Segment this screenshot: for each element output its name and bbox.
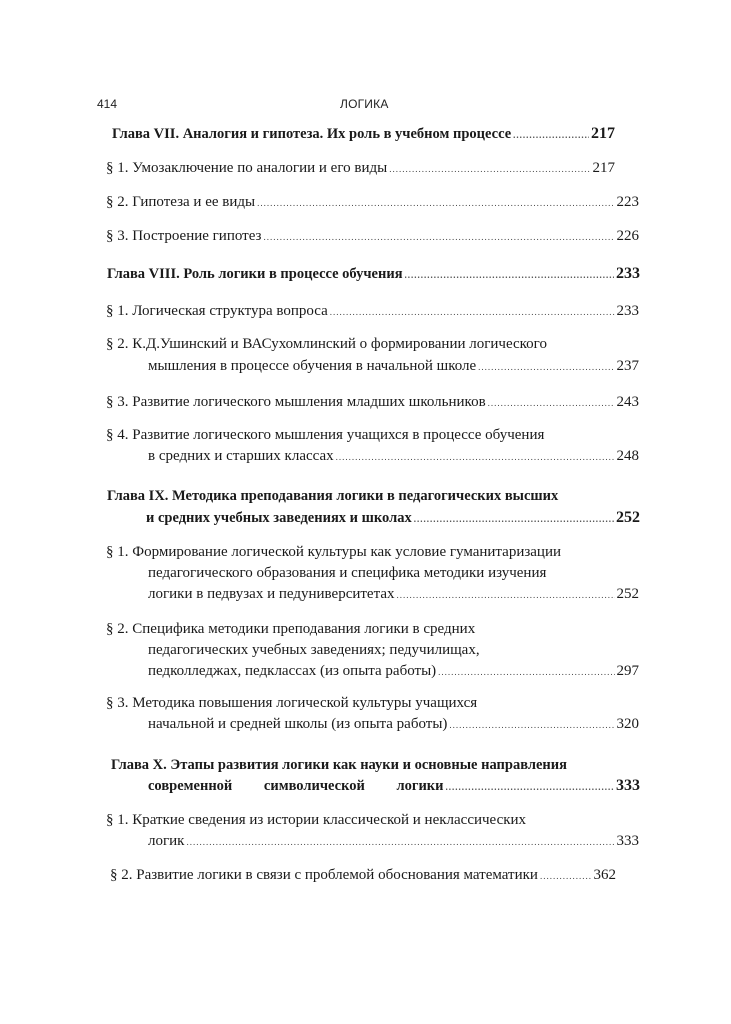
toc-page-number: 362 <box>593 867 616 883</box>
toc-line <box>107 264 640 285</box>
toc-title-continued: логики в педвузах и педуниверситетах <box>148 586 395 602</box>
toc-page-number: 252 <box>616 509 640 526</box>
toc-page-number: 252 <box>616 586 639 602</box>
toc-title-continued: педагогического образования и специфика методики изучения <box>148 565 547 581</box>
toc-page-number: 233 <box>616 265 640 282</box>
toc-title: § 3. Построение гипотез <box>106 228 262 244</box>
toc-title: Глава VII. Аналогия и гипотеза. Их роль в учебном процессе <box>112 126 512 142</box>
toc-line <box>107 486 558 506</box>
toc-line <box>106 158 615 179</box>
dot-leader <box>540 866 592 886</box>
toc-title: Глава X. Этапы развития логики как науки и основные направления <box>111 757 567 773</box>
dot-leader <box>336 447 615 467</box>
dot-leader <box>330 302 615 322</box>
page-number: 414 <box>97 97 118 111</box>
toc-title: § 3. Методика повышения логической культуры учащихся <box>106 695 478 711</box>
toc-page-number: 297 <box>616 663 639 679</box>
toc-title-continued: и средних учебных заведениях и школах <box>146 510 412 526</box>
dot-leader <box>438 662 614 682</box>
toc-title: § 3. Развитие логического мышления младших школьников <box>106 394 486 410</box>
toc-line <box>148 776 640 797</box>
dot-leader <box>264 227 615 247</box>
dot-leader <box>449 715 614 735</box>
dot-leader <box>405 265 614 285</box>
toc-line <box>111 755 567 775</box>
toc-line <box>106 810 526 830</box>
toc-title-continued: педагогических учебных заведениях; педучилищах, <box>148 642 480 658</box>
toc-line <box>148 584 639 605</box>
toc-page-number: 237 <box>616 358 639 374</box>
dot-leader <box>396 585 614 605</box>
toc-title-continued: логик <box>148 833 185 849</box>
toc-line <box>106 693 477 713</box>
toc-page-number: 333 <box>616 833 639 849</box>
toc-title: § 1. Формирование логической культуры как условие гуманитаризации <box>106 544 562 560</box>
toc-title: Глава IX. Методика преподавания логики в педагогических высших <box>107 488 559 504</box>
toc-line <box>148 640 480 660</box>
toc-line <box>148 661 639 682</box>
toc-line <box>148 831 639 852</box>
toc-line <box>112 124 615 145</box>
toc-line <box>148 356 639 377</box>
toc-title-continued: в средних и старших классах <box>148 448 334 464</box>
toc-line <box>106 226 639 247</box>
toc-title: § 2. К.Д.Ушинский и ВАСухомлинский о формировании логического <box>106 336 547 352</box>
dot-leader <box>513 125 589 145</box>
toc-page-number: 226 <box>616 228 639 244</box>
toc-page-number: 243 <box>616 394 639 410</box>
dot-leader <box>478 357 614 377</box>
toc-title-continued: педколледжах, педклассах (из опыта работы) <box>148 663 437 679</box>
toc-title: § 2. Специфика методики преподавания логики в средних <box>106 621 476 637</box>
toc-page-number: 223 <box>616 194 639 210</box>
dot-leader <box>488 393 615 413</box>
toc-line <box>110 865 616 886</box>
toc-line <box>106 301 639 322</box>
toc-title: § 2. Гипотеза и ее виды <box>106 194 256 210</box>
toc-title: § 4. Развитие логического мышления учащихся в процессе обучения <box>106 427 545 443</box>
toc-line <box>148 446 639 467</box>
toc-line <box>148 714 639 735</box>
toc-title-continued: современной символической логики <box>148 778 444 794</box>
toc-line <box>106 334 547 354</box>
toc-line <box>106 619 475 639</box>
toc-line <box>148 563 546 583</box>
toc-title: § 1. Краткие сведения из истории классической и неклассических <box>106 812 527 828</box>
toc-line <box>106 425 544 445</box>
toc-page-number: 217 <box>591 125 615 142</box>
toc-title: § 2. Развитие логики в связи с проблемой обоснования математики <box>110 867 538 883</box>
toc-page-number: 333 <box>616 777 640 794</box>
toc-title: § 1. Умозаключение по аналогии и его виды <box>106 160 388 176</box>
toc-line <box>146 508 640 529</box>
running-title: ЛОГИКА <box>340 97 389 111</box>
dot-leader <box>186 832 614 852</box>
toc-title-continued: начальной и средней школы (из опыта работы) <box>148 716 448 732</box>
toc-title: Глава VIII. Роль логики в процессе обучения <box>107 266 403 282</box>
toc-page-number: 217 <box>592 160 615 176</box>
toc-line <box>106 392 639 413</box>
dot-leader <box>414 509 614 529</box>
toc-title-continued: мышления в процессе обучения в начальной школе <box>148 358 477 374</box>
toc-page-number: 233 <box>616 303 639 319</box>
dot-leader <box>257 193 614 213</box>
dot-leader <box>389 159 590 179</box>
dot-leader <box>446 777 614 797</box>
toc-page-number: 248 <box>616 448 639 464</box>
toc-page-number: 320 <box>616 716 639 732</box>
toc-line <box>106 542 561 562</box>
toc-line <box>106 192 639 213</box>
toc-title: § 1. Логическая структура вопроса <box>106 303 328 319</box>
